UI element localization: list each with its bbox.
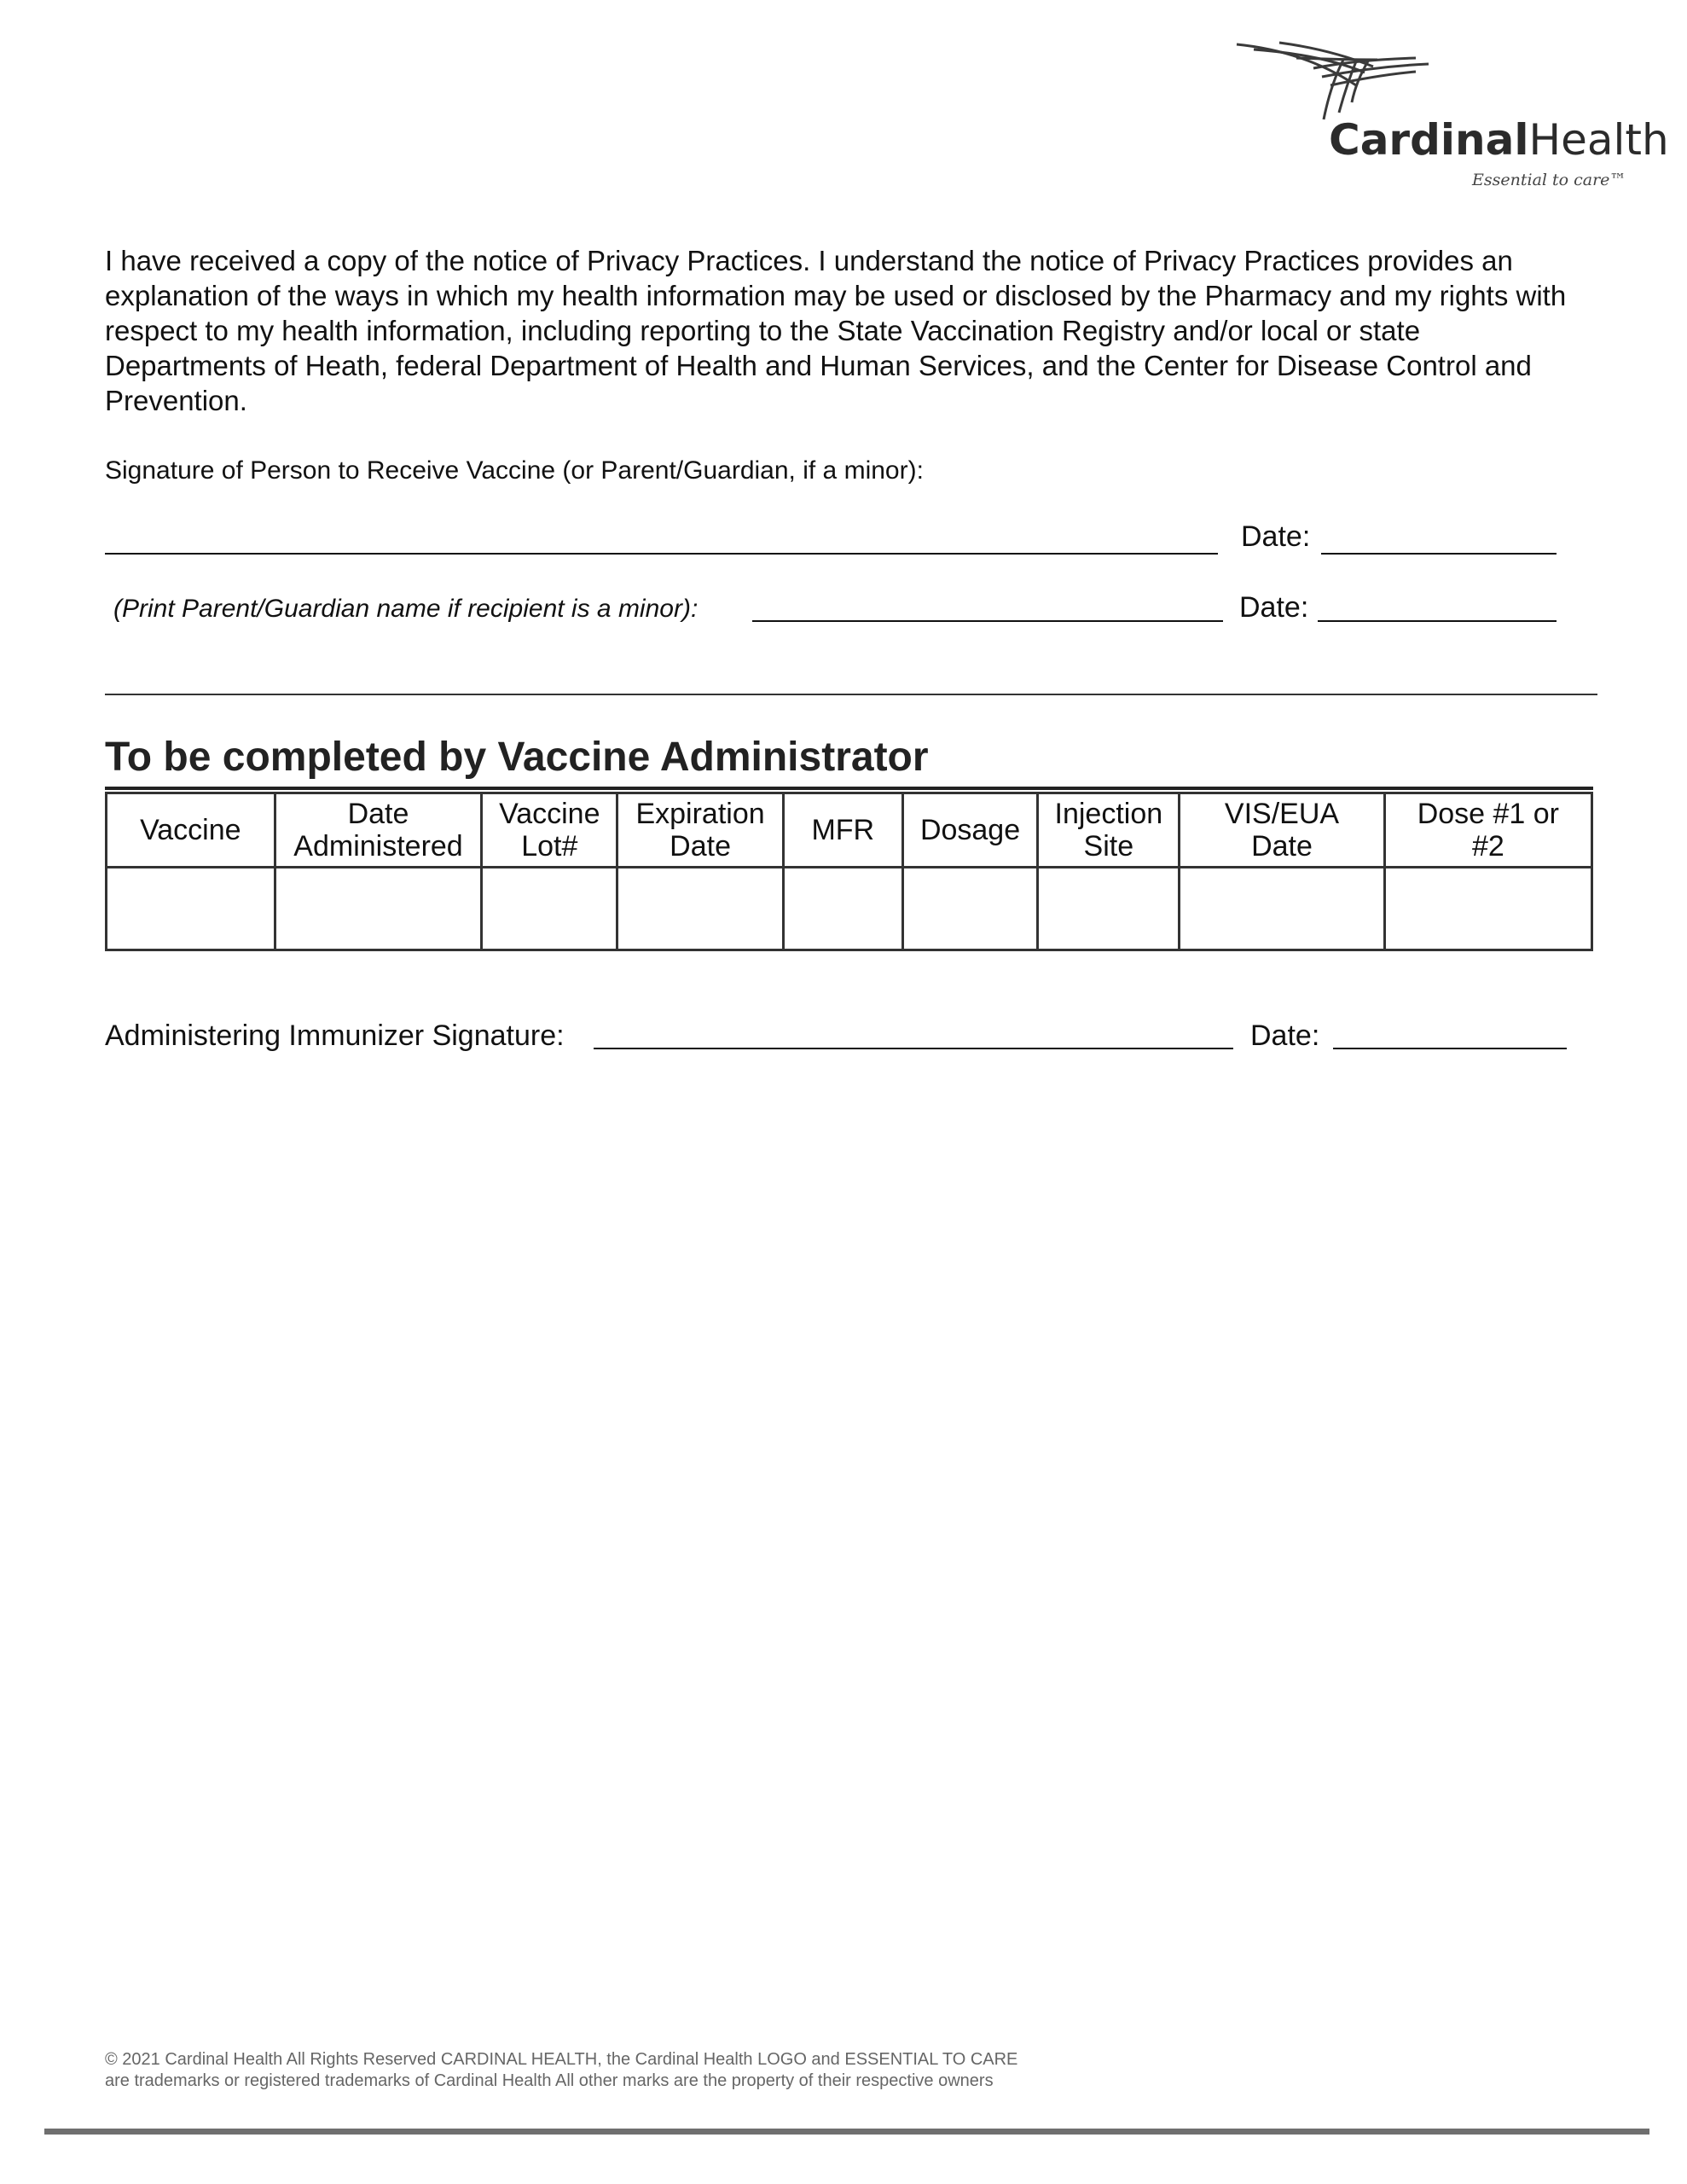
cell-dosage[interactable] bbox=[902, 868, 1038, 950]
footer-line-1: © 2021 Cardinal Health All Rights Reserved CARDINAL HEALTH, the Cardinal Health LOGO and ESSENTIAL TO CARE bbox=[105, 2050, 1018, 2069]
print-guardian-label: (Print Parent/Guardian name if recipient is a minor): bbox=[113, 595, 699, 623]
bottom-rule bbox=[44, 2129, 1649, 2135]
immunizer-date-line[interactable] bbox=[1333, 1048, 1567, 1049]
cell-vaccine-lot[interactable] bbox=[482, 868, 617, 950]
cell-injection-site[interactable] bbox=[1038, 868, 1180, 950]
cardinal-swoosh-icon bbox=[1228, 34, 1450, 128]
column-header-vaccine-lot: Vaccine Lot# bbox=[482, 793, 617, 868]
column-header-mfr: MFR bbox=[783, 793, 902, 868]
table-header-row bbox=[107, 793, 1592, 868]
logo-wordmark: CardinalHealth bbox=[1329, 115, 1669, 165]
cell-vaccine[interactable] bbox=[107, 868, 275, 950]
recipient-signature-line[interactable] bbox=[105, 553, 1218, 555]
title-underline bbox=[105, 787, 1593, 790]
cell-dose-number[interactable] bbox=[1384, 868, 1591, 950]
cell-date-administered[interactable] bbox=[275, 868, 482, 950]
column-header-vaccine: Vaccine bbox=[107, 793, 275, 868]
guardian-date-label: Date: bbox=[1239, 591, 1309, 624]
cell-expiration-date[interactable] bbox=[617, 868, 784, 950]
cell-mfr[interactable] bbox=[783, 868, 902, 950]
cardinal-health-logo bbox=[1228, 34, 1669, 205]
section-divider bbox=[105, 694, 1597, 695]
logo-tagline: Essential to care™ bbox=[1472, 171, 1626, 189]
guardian-date-line[interactable] bbox=[1318, 620, 1557, 622]
vaccine-administration-table bbox=[105, 792, 1593, 951]
recipient-date-line[interactable] bbox=[1321, 553, 1557, 555]
immunizer-date-label: Date: bbox=[1250, 1019, 1320, 1052]
column-header-injection-site: Injection Site bbox=[1038, 793, 1180, 868]
immunizer-signature-label: Administering Immunizer Signature: bbox=[105, 1019, 565, 1052]
print-guardian-line[interactable] bbox=[752, 620, 1223, 622]
copyright-footer bbox=[105, 2049, 1017, 2092]
column-header-vis-eua-date: VIS/EUA Date bbox=[1180, 793, 1384, 868]
column-header-dose-number: Dose #1 or #2 bbox=[1384, 793, 1591, 868]
column-header-expiration-date: Expiration Date bbox=[617, 793, 784, 868]
footer-line-2: are trademarks or registered trademarks of Cardinal Health All other marks are the property of their respective owners bbox=[105, 2071, 994, 2090]
privacy-acknowledgement: I have received a copy of the notice of Privacy Practices. I understand the notice of Privacy Practices provides an explanation of the ways in which my health information may be used or disclosed by the Pharmacy and my rights with respect to my health information, including reporting to the State Vaccination Registry and/or local or state Departments of Heath, federal Department of Health and Human Services, and the Center for Disease Control and Prevention. bbox=[105, 245, 1567, 416]
administrator-section-title: To be completed by Vaccine Administrator bbox=[105, 735, 929, 780]
immunizer-signature-line[interactable] bbox=[594, 1048, 1233, 1049]
column-header-dosage: Dosage bbox=[902, 793, 1038, 868]
cell-vis-eua-date[interactable] bbox=[1180, 868, 1384, 950]
table-row bbox=[107, 868, 1592, 950]
recipient-signature-label: Signature of Person to Receive Vaccine (or Parent/Guardian, if a minor): bbox=[105, 456, 924, 485]
column-header-date-administered: Date Administered bbox=[275, 793, 482, 868]
recipient-date-label: Date: bbox=[1241, 520, 1311, 553]
